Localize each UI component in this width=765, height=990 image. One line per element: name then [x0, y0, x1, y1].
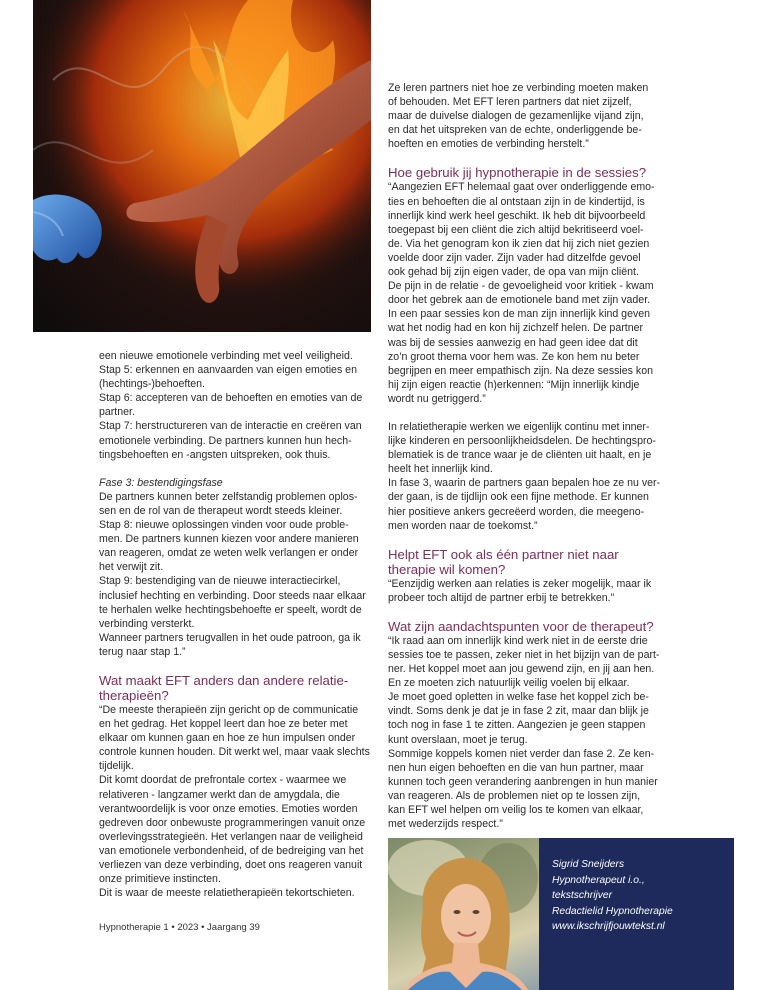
author-name: Sigrid Sneijders	[552, 859, 625, 870]
section-heading: Wat maakt EFT anders dan andere relatie- therapieën?	[99, 672, 349, 703]
body-paragraph: een nieuwe emotionele verbinding met veel veiligheid. Stap 5: erkennen en aanvaarden van eigen emoties en (hechtings-)behoeften. Stap 6: accepteren van de behoeften en emoties van de partner. Stap 7: herstructureren van de interactie en creëren van emotionele verbinding. De partners kunnen hun hech- tingsbehoeften en -angsten uitspreken, ook thuis.	[99, 350, 363, 461]
burning-hands-artwork	[33, 0, 371, 332]
body-paragraph: “Ik raad aan om innerlijk kind werk niet in de eerste drie sessies toe te passen, zeker niet in het bijzijn van de part- ner. Het koppel moet aan jou gewend zijn, en jij aan hen. En ze moeten zich natuurlijk veilig voelen bij elkaar. Je moet goed opletten in welke fase het koppel zich be- vindt. Soms denk je dat je in fase 2 zit, maar dan blijk je toch nog in fase 1 te zitten. Aangezien je geen stappen kunt overslaan, moet je terug. Sommige koppels komen niet verder dan fase 2. Ze ken- nen hun eigen behoeften en die van hun partner, maar kunnen toch geen verandering aanbrengen in hun manier van reageren. Als de problemen niet op te lossen zijn, kan EFT wel helpen om veilig los te komen van elkaar, met wederzijds respect.”	[388, 634, 660, 831]
page-footer: Hypnotherapie 1 • 2023 • Jaargang 39	[99, 922, 260, 933]
body-paragraph: “De meeste therapieën zijn gericht op de communicatie en het gedrag. Het koppel leert dan hoe ze beter met elkaar om kunnen gaan en hoe ze hun impulsen onder controle kunnen houden. Dit werkt wel, maar vaak slechts tijdelijk. Dit komt doordat de prefrontale cortex - waarmee we relativeren - langzamer werkt dan de amygdala, die verantwoordelijk is voor onze emoties. Emoties worden gedreven door onbewuste programmeringen vanuit onze overlevingsstrategieën. Het verlangen naar de veiligheid van emotionele verbondenheid, of de bedreiging van het verliezen van deze verbinding, doet ons reageren vanuit onze primitieve instincten. Dit is waar de meeste relatietherapieën tekortschieten.	[99, 703, 370, 900]
section-heading: Wat zijn aandachtspunten voor de therapeut?	[388, 618, 654, 634]
body-paragraph: De partners kunnen beter zelfstandig problemen oplos- sen en de rol van de therapeut wordt steeds kleiner. Stap 8: nieuwe oplossingen vinden voor oude proble- men. De partners kunnen kiezen voor andere manieren van reageren, omdat ze weten welk verlangen er onder het verwijt zit. Stap 9: bestendiging van de nieuwe interactiecirkel, inclusief hechting en verbinding. Door steeds naar elkaar te herhalen welke hechtingsbehoefte er speelt, wordt de verbinding versterkt. Wanneer partners terugvallen in het oude patroon, ga ik terug naar stap 1.”	[99, 490, 366, 658]
hero-illustration	[33, 0, 371, 332]
right-column	[388, 81, 666, 831]
author-bio-box	[388, 838, 734, 990]
author-portrait	[388, 838, 539, 990]
phase-3-title: Fase 3: bestendigingsfase	[99, 476, 223, 489]
body-paragraph: Ze leren partners niet hoe ze verbinding moeten maken of behouden. Met EFT leren partners dat niet zijzelf, maar de duivelse dialogen de gezamenlijke vijand zijn, en dat het uitspreken van de echte, onderliggende be- hoeften en emoties de verbinding herstelt.”	[388, 82, 649, 151]
section-heading: Hoe gebruik jij hypnotherapie in de sessies?	[388, 165, 647, 181]
author-role: Hypnotherapeut i.o.,	[552, 874, 645, 886]
author-website-link[interactable]: www.ikschrijfjouwtekst.nl	[552, 921, 665, 933]
body-paragraph: “Eenzijdig werken aan relaties is zeker mogelijk, maar ik probeer toch altijd de partner erbij te betrekken.”	[388, 577, 652, 604]
author-role: Redactielid Hypnotherapie	[552, 905, 673, 917]
body-paragraph: In relatietherapie werken we eigenlijk continu met inner- lijke kinderen en persoonlijkheidsdelen. De hechtingspro- blematiek is de trance waar je de cliënten uit haalt, en je heelt het innerlijk kind. In fase 3, waarin de partners gaan bepalen hoe ze nu ver- der gaan, is de tijdlijn ook een fijne methode. Er kunnen hier positieve ankers gecreëerd worden, die meegeno- men worden naar de toekomst.”	[388, 420, 661, 532]
section-heading: Helpt EFT ook als één partner niet naar therapie wil komen?	[388, 546, 619, 577]
author-photo	[388, 838, 539, 990]
body-paragraph: “Aangezien EFT helemaal gaat over onderliggende emo- ties en behoeften die al ontstaan zijn in de kindertijd, is innerlijk kind werk heel geschikt. Ik heb dit bijvoorbeeld toegepast bij een cliënt die zich altijd bekritiseerd voel- de. Via het genogram kon ik zien dat hij zich niet gezien voelde door zijn vader. Zijn vader had ditzelfde gevoel ook gehad bij zijn eigen vader, de opa van mijn cliënt. De pijn in de relatie - de gevoeligheid voor kritiek - kwam door het gebrek aan de emotionele band met zijn vader. In een paar sessies kon de man zijn innerlijk kind geven wat het nodig had en kon hij zichzelf helen. De partner was bij de sessies aanwezig en had geen idee dat dit zo’n groot thema voor hem was. Ze kon hem nu beter begrijpen en meer empathisch zijn. Na deze sessies kon hij zijn eigen reactie (h)erkennen: “Mijn innerlijk kindje wordt nu getriggerd.”	[388, 181, 655, 405]
author-bio-text	[552, 857, 673, 935]
author-role: tekstschrijver	[552, 890, 613, 902]
left-column	[99, 349, 382, 900]
